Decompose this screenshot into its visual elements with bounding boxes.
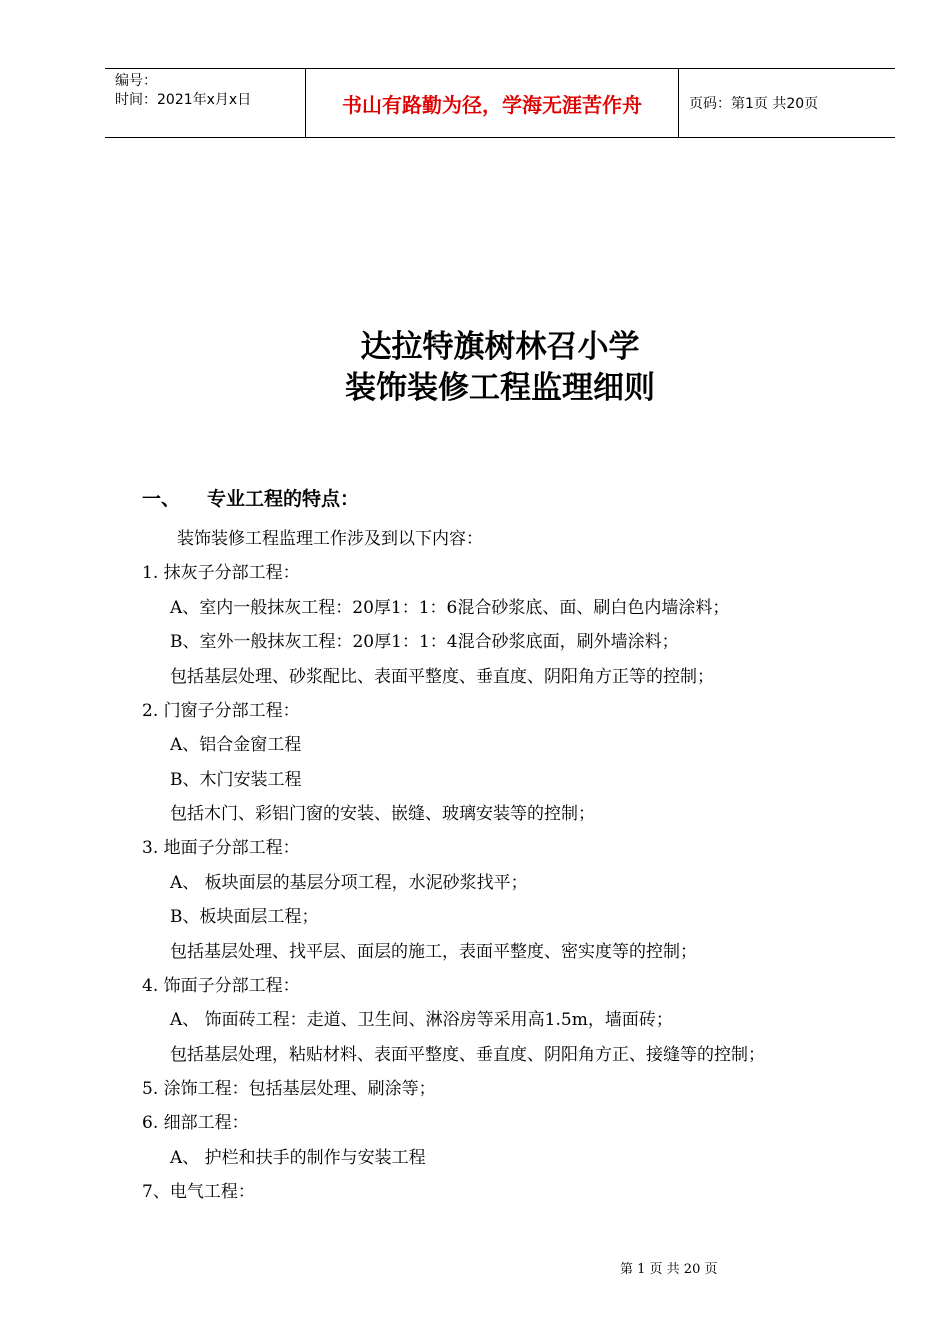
page-footer: 第 1 页 共 20 页 [620,1262,718,1277]
number-label: 编号： [115,73,157,89]
header-motto: 书山有路勤为径，学海无涯苦作舟 [306,69,679,137]
header-meta [105,69,306,137]
body-line: A、室内一般抹灰工程：20厚1：1：6混合砂浆底、面、刷白色内墙涂料； [170,598,730,618]
body-line: 包括基层处理，粘贴材料、表面平整度、垂直度、阴阳角方正、接缝等的控制； [170,1045,765,1065]
doc-title-line2: 装饰装修工程监理细则 [345,370,655,406]
body-line: A、铝合金窗工程 [170,735,302,755]
body-line: 7、电气工程： [142,1182,255,1202]
time-label: 时间：2021年x月x日 [115,92,252,108]
body-line: 包括木门、彩铝门窗的安装、嵌缝、玻璃安装等的控制； [170,804,595,824]
body-line: 包括基层处理、砂浆配比、表面平整度、垂直度、阴阳角方正等的控制； [170,667,714,687]
body-line: B、板块面层工程； [170,907,319,927]
body-line: B、木门安装工程 [170,770,302,790]
body-line: 4. 饰面子分部工程： [142,976,300,996]
body-line: A、 板块面层的基层分项工程，水泥砂浆找平； [170,873,528,893]
page-header [105,68,895,138]
body-line: 6. 细部工程： [142,1113,249,1133]
section-title: 专业工程的特点： [207,488,360,510]
body-line: 3. 地面子分部工程： [142,838,300,858]
body-line: 包括基层处理、找平层、面层的施工，表面平整度、密实度等的控制； [170,942,697,962]
section-heading [142,484,359,511]
header-page-label: 页码：第1页 共20页 [689,96,819,112]
doc-title-line1: 达拉特旗树林召小学 [360,329,640,365]
section-number: 一、 [142,488,181,510]
body-line: B、室外一般抹灰工程：20厚1：1：4混合砂浆底面，刷外墙涂料； [170,632,679,652]
body-line: 1. 抹灰子分部工程： [142,563,300,583]
body-line: A、 饰面砖工程：走道、卫生间、淋浴房等采用高1.5m，墙面砖； [170,1010,673,1030]
body-line: 装饰装修工程监理工作涉及到以下内容： [177,529,483,549]
body-line: A、 护栏和扶手的制作与安装工程 [170,1148,426,1168]
body-line: 5. 涂饰工程：包括基层处理、刷涂等； [142,1079,436,1099]
body-line: 2. 门窗子分部工程： [142,701,300,721]
